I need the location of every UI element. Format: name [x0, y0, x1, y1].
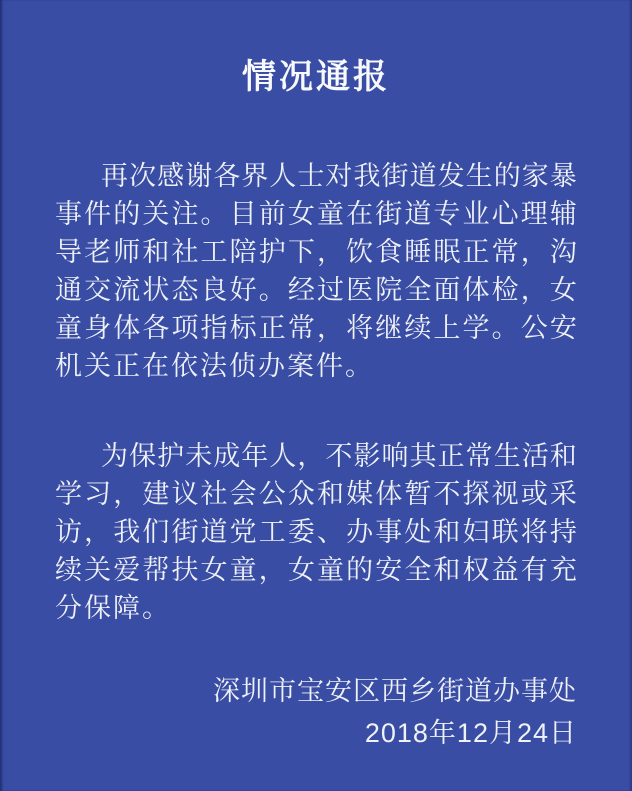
text-line: 访 ， 我 们 街 道 党 工 委 、 办 事 处 和 妇 联 将 持 — [55, 516, 577, 547]
colophon — [0, 670, 577, 754]
text-line: 通 交 流 状 态 良 好 。 经 过 医 院 全 面 体 检 ， 女 — [55, 274, 577, 305]
text-line: 导 老 师 和 社 工 陪 护 下 ， 饮 食 睡 眠 正 常 ， 沟 — [55, 236, 577, 267]
paragraph-2 — [55, 434, 577, 624]
text-line: 学 习 ， 建 议 社 会 公 众 和 媒 体 暂 不 探 视 或 采 — [55, 478, 577, 509]
text-line: 续 关 爱 帮 扶 女 童 ， 女 童 的 安 全 和 权 益 有 充 — [55, 554, 577, 585]
text-line: 为 保 护 未 成 年 人 ， 不 影 响 其 正 常 生 活 和 — [101, 440, 577, 471]
text-line: 事 件 的 关 注 。 目 前 女 童 在 街 道 专 业 心 理 辅 — [55, 198, 577, 229]
text-line: 童 身 体 各 项 指 标 正 常 ， 将 继 续 上 学 。 公 安 — [55, 312, 577, 343]
text-line: 再 次 感 谢 各 界 人 士 对 我 街 道 发 生 的 家 暴 — [101, 160, 577, 191]
text-line: 机 关 正 在 依 法 侦 办 案 件 。 — [55, 350, 372, 381]
notice-title: 情况通报 — [242, 58, 390, 96]
date-line: 2018年12月24日 — [364, 718, 577, 748]
text-line: 分 保 障 。 — [55, 592, 169, 623]
signature-line: 深圳市宝安区西乡街道办事处 — [213, 676, 577, 706]
paragraph-1 — [55, 154, 577, 382]
